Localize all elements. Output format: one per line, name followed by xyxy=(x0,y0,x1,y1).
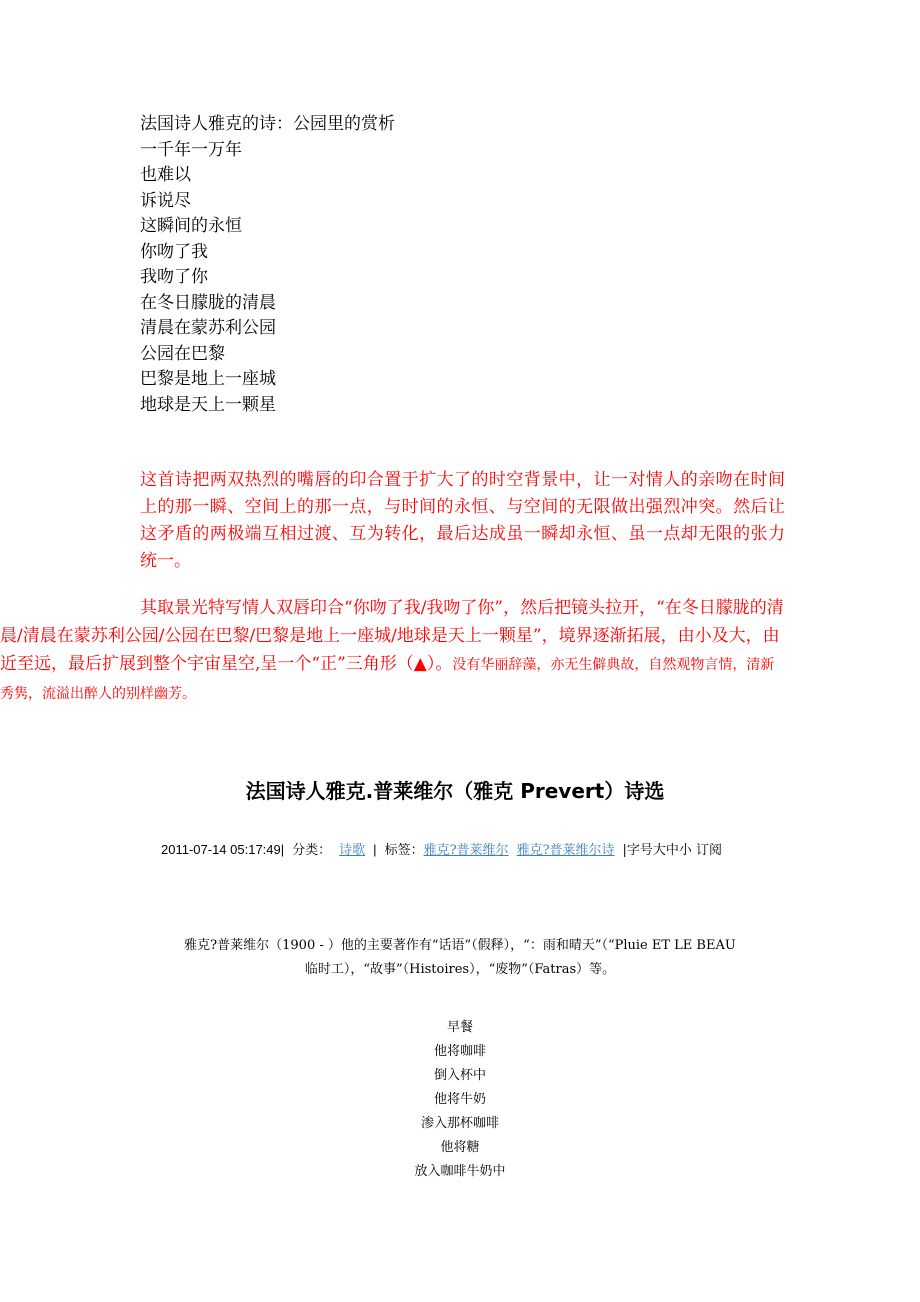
analysis-paragraph-1: 这首诗把两双热烈的嘴唇的印合置于扩大了的时空背景中，让一对情人的亲吻在时间上的那一瞬、空间上的那一点，与时间的永恒、与空间的无限做出强烈冲突。然后让这矛盾的两极端互相过渡、互为转化，最后达成虽一瞬却永恒、虽一点却无限的张力统一。 xyxy=(140,470,785,571)
poem-line: 他将咖啡 xyxy=(433,1044,486,1059)
post-datetime: 2011-07-14 05:17:49| xyxy=(161,842,285,857)
tags-label: 标签： xyxy=(384,843,424,858)
poem-line: 这瞬间的永恒 xyxy=(140,216,242,236)
poem-line: 在冬日朦胧的清晨 xyxy=(140,292,276,313)
author-intro xyxy=(150,934,770,982)
author-intro-line-1: 雅克?普莱维尔（1900 - ）他的主要著作有“话语”（假释），“：雨和晴天”（“Pluie ET LE BEAU xyxy=(184,938,736,953)
analysis-paragraph-2 xyxy=(0,594,785,708)
article-title: 法国诗人雅克.普莱维尔（雅克 Prevert）诗选 xyxy=(245,779,665,803)
poem-title: 法国诗人雅克的诗：公园里的赏析 xyxy=(140,114,395,134)
category-link[interactable]: 诗歌 xyxy=(339,843,366,858)
poem-line: 你吻了我 xyxy=(140,241,208,262)
poem-line: 地球是天上一颗星 xyxy=(140,394,276,415)
poem-block xyxy=(140,112,640,418)
poem-line: 他将牛奶 xyxy=(433,1092,486,1107)
poem-line: 一千年一万年 xyxy=(140,139,242,160)
poem-line: 巴黎是地上一座城 xyxy=(140,369,276,389)
category-label: 分类： xyxy=(292,843,332,858)
tag-link-1[interactable]: 雅克?普莱维尔 xyxy=(423,843,509,858)
poem-line: 渗入那杯咖啡 xyxy=(420,1116,499,1131)
author-intro-line-2: 临时工），“故事”（Histoires），“废物”（Fatras）等。 xyxy=(304,962,616,977)
tag-link-2[interactable]: 雅克?普莱维尔诗 xyxy=(516,843,615,858)
analysis-paragraph-2-main: 其取景光特写情人双唇印合“你吻了我/我吻了你”，然后把镜头拉开，“在冬日朦胧的清晨/清晨在蒙苏利公园/公园在巴黎/巴黎是地上一座城/地球是天上一颗星”，境界逐渐拓展，由小及大，由近至远，最后扩展到整个宇宙星空,呈一个“正”三角形（▲）。 xyxy=(0,598,784,674)
poem-line: 也难以 xyxy=(140,165,191,185)
poem-line: 公园在巴黎 xyxy=(140,343,225,364)
poem-line: 诉说尽 xyxy=(140,190,191,211)
poem-line: 清晨在蒙苏利公园 xyxy=(140,318,276,338)
poem-line: 我吻了你 xyxy=(140,267,208,287)
poem-line: 倒入杯中 xyxy=(433,1068,486,1083)
poem-line: 放入咖啡牛奶中 xyxy=(414,1164,506,1179)
poem-title: 早餐 xyxy=(446,1020,473,1035)
font-size-subscribe[interactable]: |字号大中小 订阅 xyxy=(622,843,723,858)
breakfast-poem xyxy=(0,1016,920,1184)
poem-line: 他将糖 xyxy=(440,1140,480,1155)
article-meta xyxy=(161,840,801,861)
analysis-paragraph-2-tail: 没有华丽辞藻，亦无生僻典故，自然观物言情，清新秀隽，流溢出醉人的别样幽芳。 xyxy=(0,657,775,702)
meta-separator: | xyxy=(373,842,377,857)
